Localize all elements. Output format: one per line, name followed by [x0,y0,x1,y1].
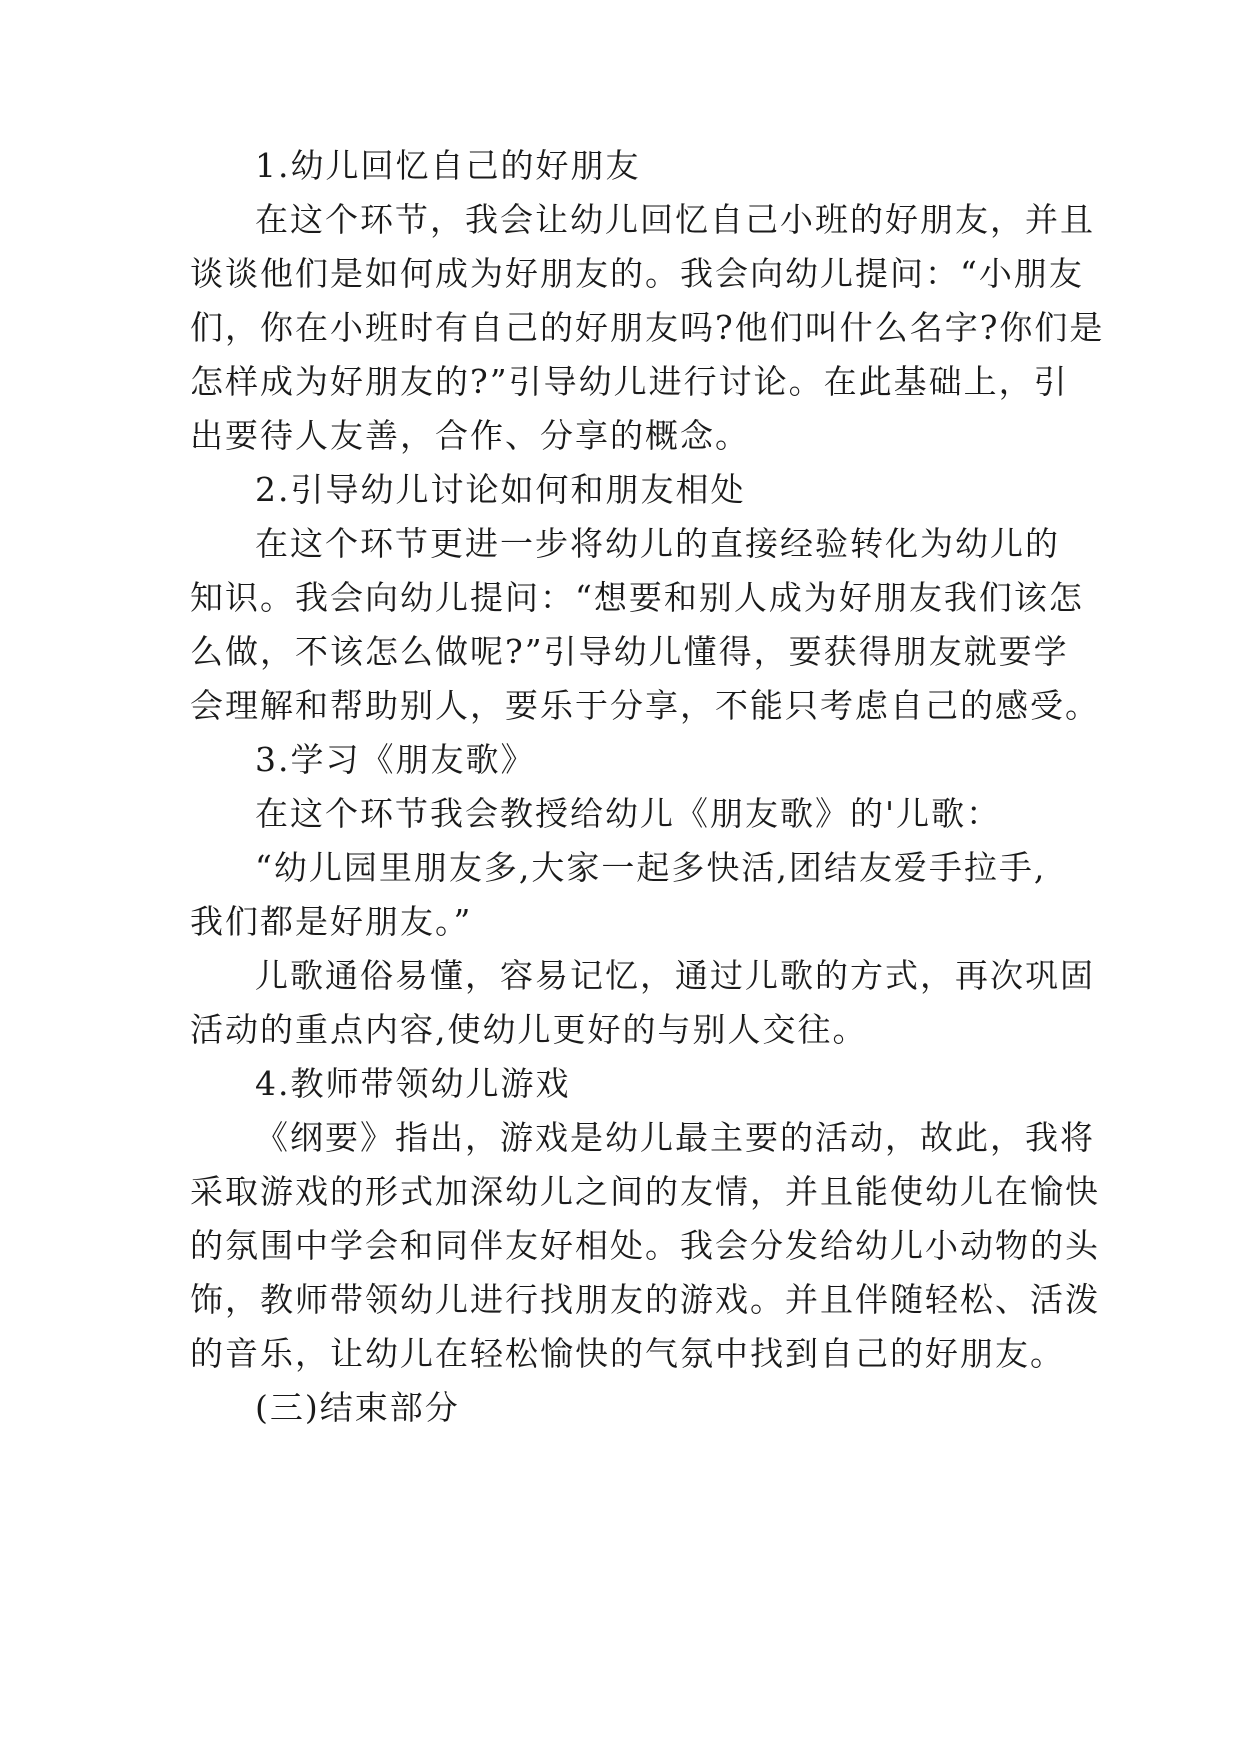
paragraph-line: 在这个环节更进一步将幼儿的直接经验转化为幼儿的 [255,524,1060,563]
paragraph-line: 知识。我会向幼儿提问：“想要和别人成为好朋友我们该怎 [190,578,1084,617]
paragraph-line: 会理解和帮助别人，要乐于分享，不能只考虑自己的感受。 [190,686,1100,725]
paragraph-line: 的音乐，让幼儿在轻松愉快的气氛中找到自己的好朋友。 [190,1334,1065,1373]
paragraph-line: 在这个环节，我会让幼儿回忆自己小班的好朋友，并且 [255,200,1095,239]
paragraph-line: 们，你在小班时有自己的好朋友吗?他们叫什么名字?你们是 [190,308,1105,347]
paragraph-line: 活动的重点内容,使幼儿更好的与别人交往。 [190,1010,868,1049]
paragraph-line: 谈谈他们是如何成为好朋友的。我会向幼儿提问：“小朋友 [190,254,1084,293]
paragraph-line: 怎样成为好朋友的?”引导幼儿进行讨论。在此基础上，引 [190,362,1069,401]
section-heading-3: 3.学习《朋友歌》 [255,740,536,779]
section-heading-4: 4.教师带领幼儿游戏 [255,1064,571,1103]
paragraph-line: 的氛围中学会和同伴友好相处。我会分发给幼儿小动物的头 [190,1226,1100,1265]
paragraph-line: 出要待人友善，合作、分享的概念。 [190,416,750,455]
poem-line: “幼儿园里朋友多,大家一起多快活,团结友爱手拉手, [255,848,1047,887]
section-heading-2: 2.引导幼儿讨论如何和朋友相处 [255,470,746,509]
paragraph-line: 《纲要》指出，游戏是幼儿最主要的活动，故此，我将 [255,1118,1095,1157]
section-heading-end: (三)结束部分 [255,1388,460,1427]
paragraph-line: 采取游戏的形式加深幼儿之间的友情，并且能使幼儿在愉快 [190,1172,1100,1211]
paragraph-line: 儿歌通俗易懂，容易记忆，通过儿歌的方式，再次巩固 [255,956,1095,995]
paragraph-line: 饰，教师带领幼儿进行找朋友的游戏。并且伴随轻松、活泼 [190,1280,1100,1319]
section-heading-1: 1.幼儿回忆自己的好朋友 [255,146,641,185]
paragraph-line: 在这个环节我会教授给幼儿《朋友歌》的'儿歌： [255,794,1002,833]
poem-line: 我们都是好朋友。” [190,902,473,941]
paragraph-line: 么做，不该怎么做呢?”引导幼儿懂得，要获得朋友就要学 [190,632,1069,671]
